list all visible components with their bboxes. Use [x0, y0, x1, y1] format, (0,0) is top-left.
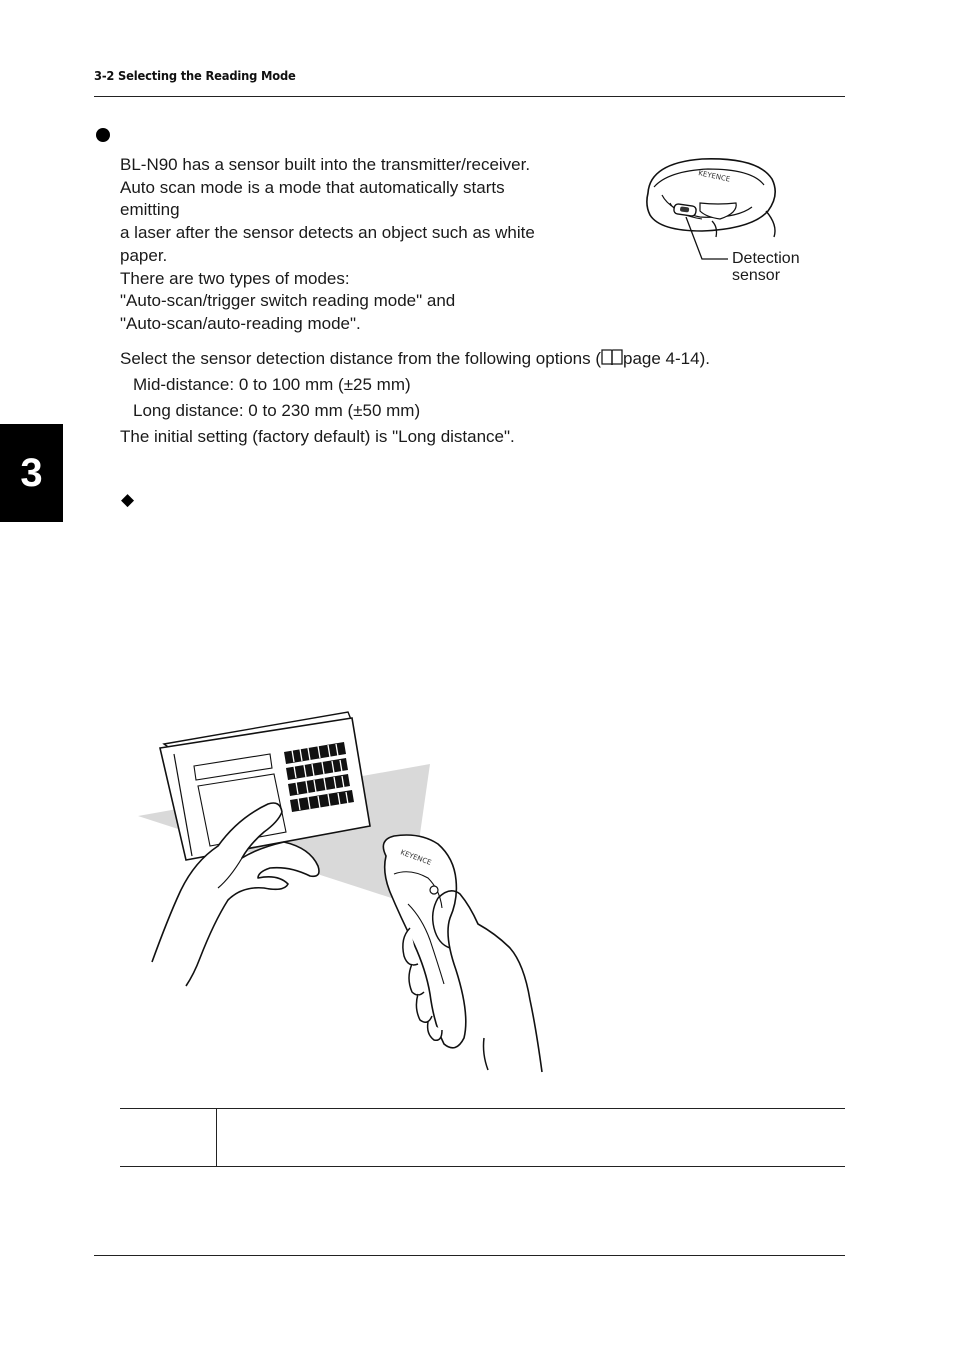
- chapter-tab: [0, 424, 63, 522]
- intro-line: There are two types of modes:: [120, 268, 350, 288]
- callout-line-2: sensor: [732, 266, 781, 284]
- note-box: [120, 1108, 845, 1167]
- select-distance-text: [120, 348, 710, 371]
- detection-sensor-callout: [732, 251, 800, 284]
- chapter-number: 3: [20, 450, 43, 495]
- intro-paragraph: [120, 154, 590, 336]
- intro-line: "Auto-scan/auto-reading mode".: [120, 313, 361, 333]
- intro-line: a laser after the sensor detects an object such as white: [120, 223, 535, 243]
- scanner-brand-text: KEYENCE: [399, 848, 433, 867]
- intro-line: "Auto-scan/trigger switch reading mode" and: [120, 291, 456, 311]
- select-prefix: Select the sensor detection distance from the following options (: [120, 349, 601, 368]
- page-header-title: 3-2 Selecting the Reading Mode: [94, 68, 296, 83]
- section-bullet-icon: [96, 128, 110, 142]
- intro-line: Auto scan mode is a mode that automatically starts: [120, 177, 505, 197]
- note-divider: [216, 1108, 217, 1167]
- device-brand-text: KEYENCE: [697, 169, 731, 184]
- callout-line-1: Detection: [732, 250, 800, 267]
- long-distance-option: Long distance: 0 to 230 mm (±50 mm): [133, 401, 421, 420]
- note-top-rule: [120, 1108, 845, 1109]
- footer-rule: [94, 1255, 845, 1256]
- book-reference-icon: [601, 348, 623, 371]
- intro-line: BL-N90 has a sensor built into the transmitter/receiver.: [120, 155, 531, 174]
- mid-distance-option: Mid-distance: 0 to 100 mm (±25 mm): [133, 375, 411, 394]
- note-bottom-rule: [120, 1166, 845, 1167]
- select-suffix: page 4-14).: [623, 349, 710, 368]
- scanning-illustration: [138, 708, 558, 1078]
- intro-line: paper.: [120, 245, 168, 265]
- intro-line: emitting: [120, 200, 180, 220]
- sub-bullet-diamond-icon: ◆: [121, 490, 135, 510]
- initial-setting-text: The initial setting (factory default) is "Long distance".: [120, 427, 515, 446]
- header-rule: [94, 96, 845, 97]
